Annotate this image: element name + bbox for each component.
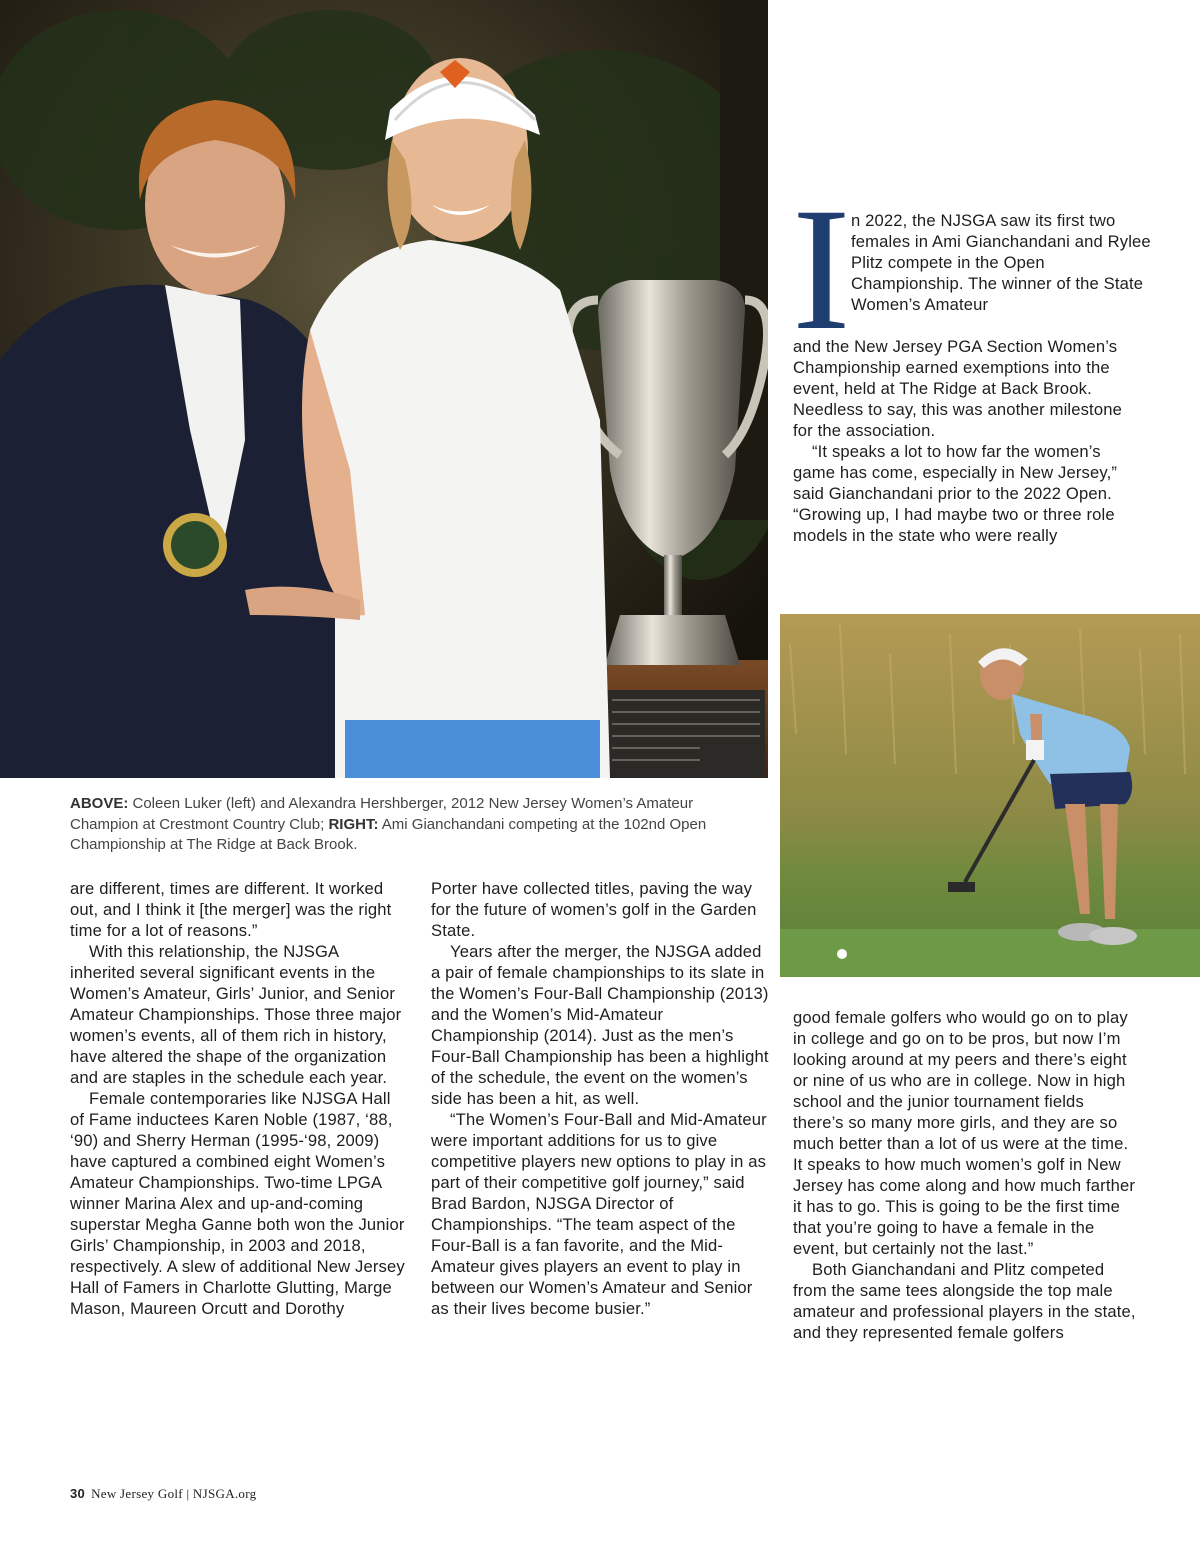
body-column-3 <box>793 1007 1138 1343</box>
col2-paragraph-3: “The Women’s Four-Ball and Mid-Amateur were important additions for us to give competitive players new options to play in as part of their competitive golf journey,” said Brad Bardon, NJSGA Director of Championships. “The team aspect of the Four-Ball is a fan favorite, and the Mid-Amateur gives players an event to play in between our Women’s Amateur and Senior as their lives become busier.” <box>431 1110 767 1318</box>
photo-caption <box>70 794 760 856</box>
page-number: 30 <box>70 1486 86 1501</box>
body-column-2 <box>431 878 769 1319</box>
intro-first-lines <box>851 210 1151 315</box>
col2-paragraph-2: Years after the merger, the NJSGA added a pair of female championships to its slate in the Women’s Four-Ball Championship (2013) and the Women’s Mid-Amateur Championship (2014). Just as the men’s Four-Ball Championship has been a highlight of the schedule, the event on the women’s side has been a hit, as well. <box>431 942 769 1108</box>
caption-right-text: Ami Gianchandani competing at the 102nd Open Championship at The Ridge at Back Brook. <box>70 815 707 853</box>
intro-quote-paragraph: “It speaks a lot to how far the women’s game has come, especially in New Jersey,” said Gianchandani prior to the 2022 Open. “Growing up, I had maybe two or three role models in the state who were really <box>793 442 1118 545</box>
col1-paragraph-3: Female contemporaries like NJSGA Hall of Fame inductees Karen Noble (1987, ‘88, ‘90) and Sherry Herman (1995-‘98, 2009) have captured a combined eight Women’s Amateur Championships. Two-time LPGA winner Marina Alex and up-and-coming superstar Megha Ganne both won the Junior Girls’ Championship, in 2003 and 2018, respectively. A slew of additional New Jersey Hall of Famers in Charlotte Glutting, Marge Mason, Maureen Orcutt and Dorothy <box>70 1089 405 1318</box>
caption-above-label: ABOVE: <box>70 795 129 812</box>
caption-right-label: RIGHT: <box>328 815 379 833</box>
page-footer <box>70 1486 256 1502</box>
intro-continuation <box>793 336 1138 546</box>
col1-paragraph-2: With this relationship, the NJSGA inherited several significant events in the Women’s Amateur, Girls’ Junior, and Senior Amateur Championships. Those three major women’s events, all of them rich in history, have altered the shape of the organization and are staples in the schedule each year. <box>70 942 402 1087</box>
body-column-1 <box>70 878 406 1319</box>
caption-above-text: Coleen Luker (left) and Alexandra Hershberger, 2012 New Jersey Women’s Amateur Champion at Crestmont Country Club; <box>70 795 694 833</box>
golfer-photo <box>780 614 1200 977</box>
col2-paragraph-1: Porter have collected titles, paving the way for the future of women’s golf in the Garden State. <box>431 879 757 940</box>
intro-paragraph-rest: and the New Jersey PGA Section Women’s Championship earned exemptions into the event, held at The Ridge at Back Brook. Needless to say, this was another milestone for the association. <box>793 337 1122 440</box>
col1-paragraph-1: are different, times are different. It worked out, and I think it [the merger] was the right time for a lot of reasons.” <box>70 879 392 940</box>
drop-cap: I <box>792 172 851 367</box>
publication-name: New Jersey Golf | NJSGA.org <box>91 1486 257 1501</box>
trophy-photo <box>0 0 768 778</box>
intro-paragraph-start: n 2022, the NJSGA saw its first two females in Ami Gianchandani and Rylee Plitz compete in the Open Championship. The winner of the State Women’s Amateur <box>851 211 1151 314</box>
col3-paragraph-1: good female golfers who would go on to play in college and go on to be pros, but now I’m looking around at my peers and there’s eight or nine of us who are in college. Now in high school and the junior tournament fields there’s so many more girls, and they are so much better than a lot of us were at the time. It speaks to how much women’s golf in New Jersey has come along and how much farther it has to go. This is going to be the first time that you’re going to have a female in the event, but certainly not the last.” <box>793 1008 1136 1258</box>
col3-paragraph-2: Both Gianchandani and Plitz competed from the same tees alongside the top male amateur and professional players in the state, and they represented female golfers <box>793 1260 1136 1342</box>
